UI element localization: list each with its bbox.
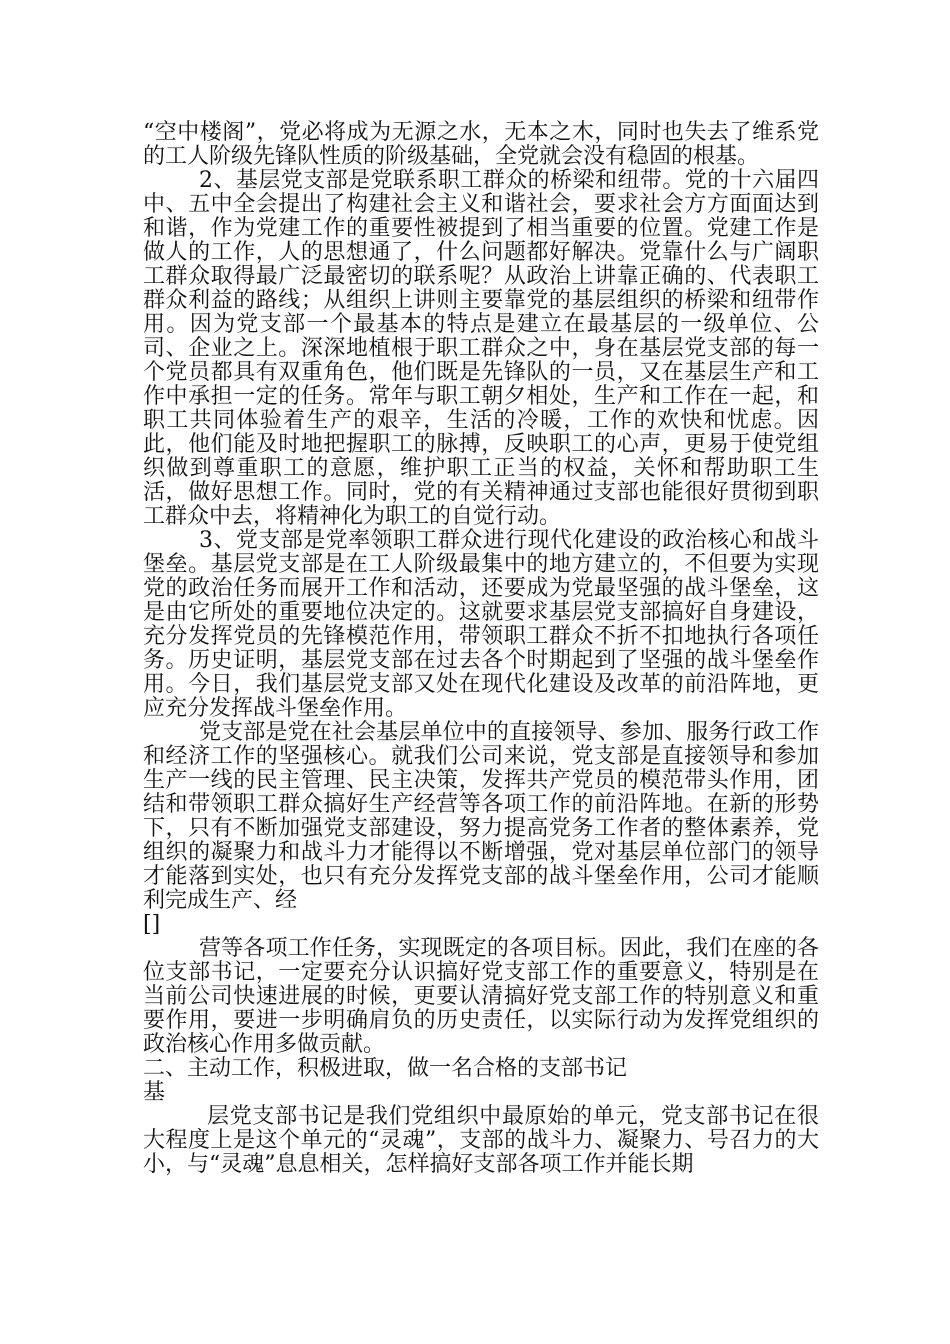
- document-page: [143, 121, 819, 1177]
- paragraph-tasks: 营等各项工作任务，实现既定的各项目标。因此，我们在座的各位支部书记，一定要充分认识搞好党支部工作的重要意义，特别是在当前公司快速进展的时候，更要认清搞好党支部工作的特别意义和重要作用，要进一步明确肩负的历史责任，以实际行动为发挥党组织的政治核心作用多做贡献。: [143, 936, 819, 1057]
- section-heading-2: 二、主动工作，积极进取，做一名合格的支部书记: [143, 1056, 628, 1081]
- dropped-first-char: 基: [143, 1080, 166, 1105]
- paragraph-point-2: 2、基层党支部是党联系职工群众的桥梁和纽带。党的十六届四中、五中全会提出了构建社会主义和谐社会，要求社会方方面面达到和谐，作为党建工作的重要性被提到了相当重要的位置。党建工作是做人的工作，人的思想通了，什么问题都好解决。党靠什么与广阔职工群众取得最广泛最密切的联系呢？从政治上讲靠正确的、代表职工群众利益的路线；从组织上讲则主要靠党的基层组织的桥梁和纽带作用。因为党支部一个最基本的特点是建立在最基层的一级单位、公司、企业之上。深深地植根于职工群众之中，身在基层党支部的每一个党员都具有双重角色，他们既是先锋队的一员，又在基层生产和工作中承担一定的任务。常年与职工朝夕相处，生产和工作在一起，和职工共同体验着生产的艰辛，生活的冷暖，工作的欢快和忧虑。因此，他们能及时地把握职工的脉搏，反映职工的心声，更易于使党组织做到尊重职工的意愿，维护职工正当的权益，关怀和帮助职工生活，做好思想工作。同时，党的有关精神通过支部也能很好贯彻到职工群众中去，将精神化为职工的自觉行动。: [143, 168, 819, 529]
- paragraph-continuation: “空中楼阁”，党必将成为无源之水，无本之木，同时也失去了维系党的工人阶级先锋队性质的阶级基础，全党就会没有稳固的根基。: [143, 120, 819, 169]
- bracket-marker: []: [143, 912, 161, 937]
- paragraph-point-3: 3、党支部是党率领职工群众进行现代化建设的政治核心和战斗堡垒。基层党支部是在工人阶级最集中的地方建立的，不但要为实现党的政治任务而展开工作和活动，还要成为党最坚强的战斗堡垒，这是由它所处的重要地位决定的。这就要求基层党支部搞好自身建设，充分发挥党员的先锋模范作用，带领职工群众不折不扣地执行各项任务。历史证明，基层党支部在过去各个时期起到了坚强的战斗堡垒作用。今日，我们基层党支部又处在现代化建设及改革的前沿阵地，更应充分发挥战斗堡垒作用。: [143, 528, 819, 721]
- paragraph-branch-secretary: 层党支部书记是我们党组织中最原始的单元，党支部书记在很大程度上是这个单元的“灵魂”，支部的战斗力、凝聚力、号召力的大小，与“灵魂”息息相关，怎样搞好支部各项工作并能长期: [143, 1104, 819, 1177]
- paragraph-party-branch: 党支部是党在社会基层单位中的直接领导、参加、服务行政工作和经济工作的坚强核心。就我们公司来说，党支部是直接领导和参加生产一线的民主管理、民主决策，发挥共产党员的模范带头作用，团结和带领职工群众搞好生产经营等各项工作的前沿阵地。在新的形势下，只有不断加强党支部建设，努力提高党务工作者的整体素养，党组织的凝聚力和战斗力才能得以不断增强，党对基层单位部门的领导才能落到实处，也只有充分发挥党支部的战斗堡垒作用，公司才能顺利完成生产、经: [143, 720, 819, 913]
